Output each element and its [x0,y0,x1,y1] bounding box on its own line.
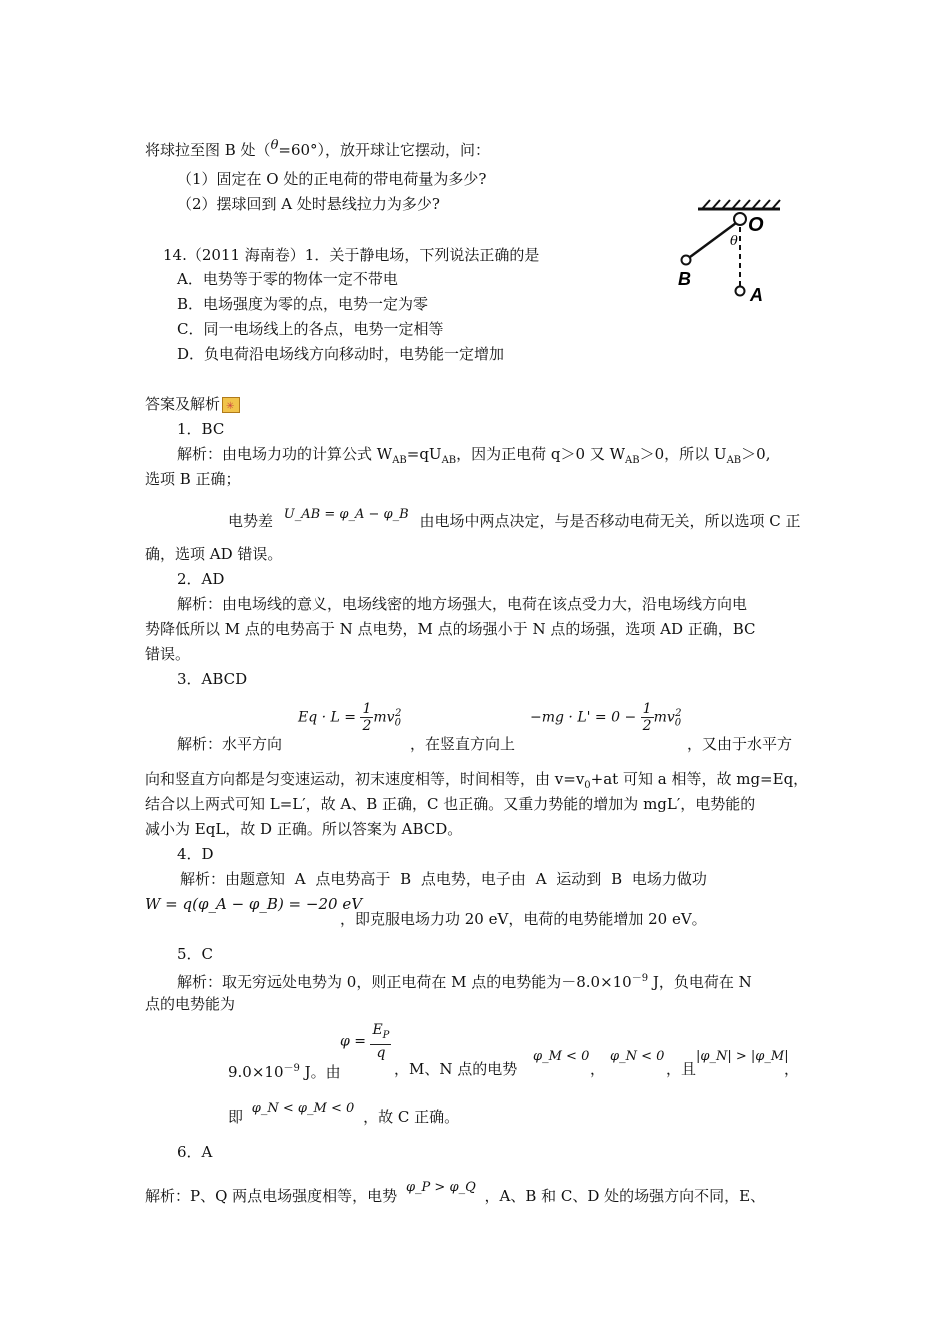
a6-answer: 6．A [177,1143,213,1161]
a5-line2: 点的电势能为 [145,995,236,1013]
a2-line2: 势降低所以 M 点的电势高于 N 点电势，M 点的场强小于 N 点的场强，选项 AD 正确，BC [145,620,756,638]
a3-line3: 结合以上两式可知 L=L′，故 A、B 正确，C 也正确。又重力势能的增加为 mgL′，电势能的 [145,795,756,813]
note-icon[interactable] [222,397,240,413]
q13-sub1: （1）固定在 O 处的正电荷的带电荷量为多少? [177,170,487,188]
a3-line2: 向和竖直方向都是匀变速运动，初末速度相等，时间相等，由 $v=v_0+at$ 可知 a 相等，故 mg=Eq， [145,770,809,791]
ball-a [736,287,745,296]
q14-option-d: D．负电荷沿电场线方向移动时，电势能一定增加 [177,345,505,363]
label-theta: θ [730,234,738,249]
label-b: B [678,269,691,289]
a3-formula-vertical: −mg · L' = 0 − $\frac{1}{2}$ $mv_0^2$ [530,701,682,734]
a1-answer: 1．BC [177,420,225,438]
a6-line1: 解析：P、Q 两点电场强度相等，电势 φ_P > φ_Q ，A、B 和 C、D 处的场强方向不同，E、 [145,1180,766,1205]
a5-line1: 解析：取无穷远处电势为 0，则正电荷在 M 点的电势能为$-8.0\times 10^{-9}$ J，负电荷在 N [177,973,752,991]
a5-line4: 即 φ_N < φ_M < 0 ，故 C 正确。 [228,1101,460,1126]
q13-sub2: （2）摆球回到 A 处时悬线拉力为多少? [177,195,440,213]
a4-formula: W = q(φ_A − φ_B) = −20 eV [145,895,363,913]
pendulum-figure [670,195,790,310]
label-o: O [748,214,764,236]
a4-line1: 解析：由题意知 A 点电势高于 B 点电势，电子由 A 运动到 B 电场力做功 [180,870,707,888]
a1-line2: 选项 B 正确； [145,470,241,488]
a3-line1: 解析：水平方向 ，在竖直方向上 ，又由于水平方 [177,735,793,753]
a2-line1: 解析：由电场线的意义，电场线密的地方场强大，电荷在该点受力大，沿电场线方向电 [177,595,748,613]
a5-formula-phi: φ = $\frac{E_P}{q}$ [340,1022,390,1061]
answers-title: 答案及解析✳ [145,394,240,414]
q14-stem: 14.（2011 海南卷）1．关于静电场，下列说法正确的是 [163,246,540,264]
a3-line4: 减小为 EqL，故 D 正确。所以答案为 ABCD。 [145,820,463,838]
q14-option-a: A．电势等于零的物体一定不带电 [177,270,398,288]
a2-answer: 2．AD [177,570,225,588]
a3-formula-horizontal: Eq · L = $\frac{1}{2}$ $mv_0^2$ [298,701,402,734]
a4-line2: ，即克服电场力功 20 eV，电荷的电势能增加 20 eV。 [340,910,707,928]
a1-line3: 电势差 U_AB = φ_A − φ_B 由电场中两点决定，与是否移动电荷无关，所以选项 C 正 [228,507,801,530]
a3-answer: 3．ABCD [177,670,248,688]
label-a: A [750,285,763,305]
a1-line1: 解析：由电场力功的计算公式 $W_{AB}=qU_{AB}$，因为正电荷 q＞0 又 $W_{AB}>0$，所以 $U_{AB}>0$, [177,445,771,466]
q13-stem: 将球拉至图 B 处（θ=60°），放开球让它摆动，问： [145,138,491,159]
q14-option-b: B．电场强度为零的点，电势一定为零 [177,295,429,313]
a2-line3: 错误。 [145,645,191,663]
a1-line4: 确，选项 AD 错误。 [145,545,283,563]
q14-option-c: C．同一电场线上的各点，电势一定相等 [177,320,444,338]
formula-uab: U_AB = φ_A − φ_B [283,507,409,522]
a5-line3: $9.0\times 10^{-9}$ J。由 ，M、N 点的电势 φ_M < 0 ， φ_N < 0 ，且 |φ_N| > |φ_M| ， [228,1049,800,1081]
ball-b [682,256,691,265]
a4-answer: 4．D [177,845,214,863]
a5-answer: 5．C [177,945,214,963]
